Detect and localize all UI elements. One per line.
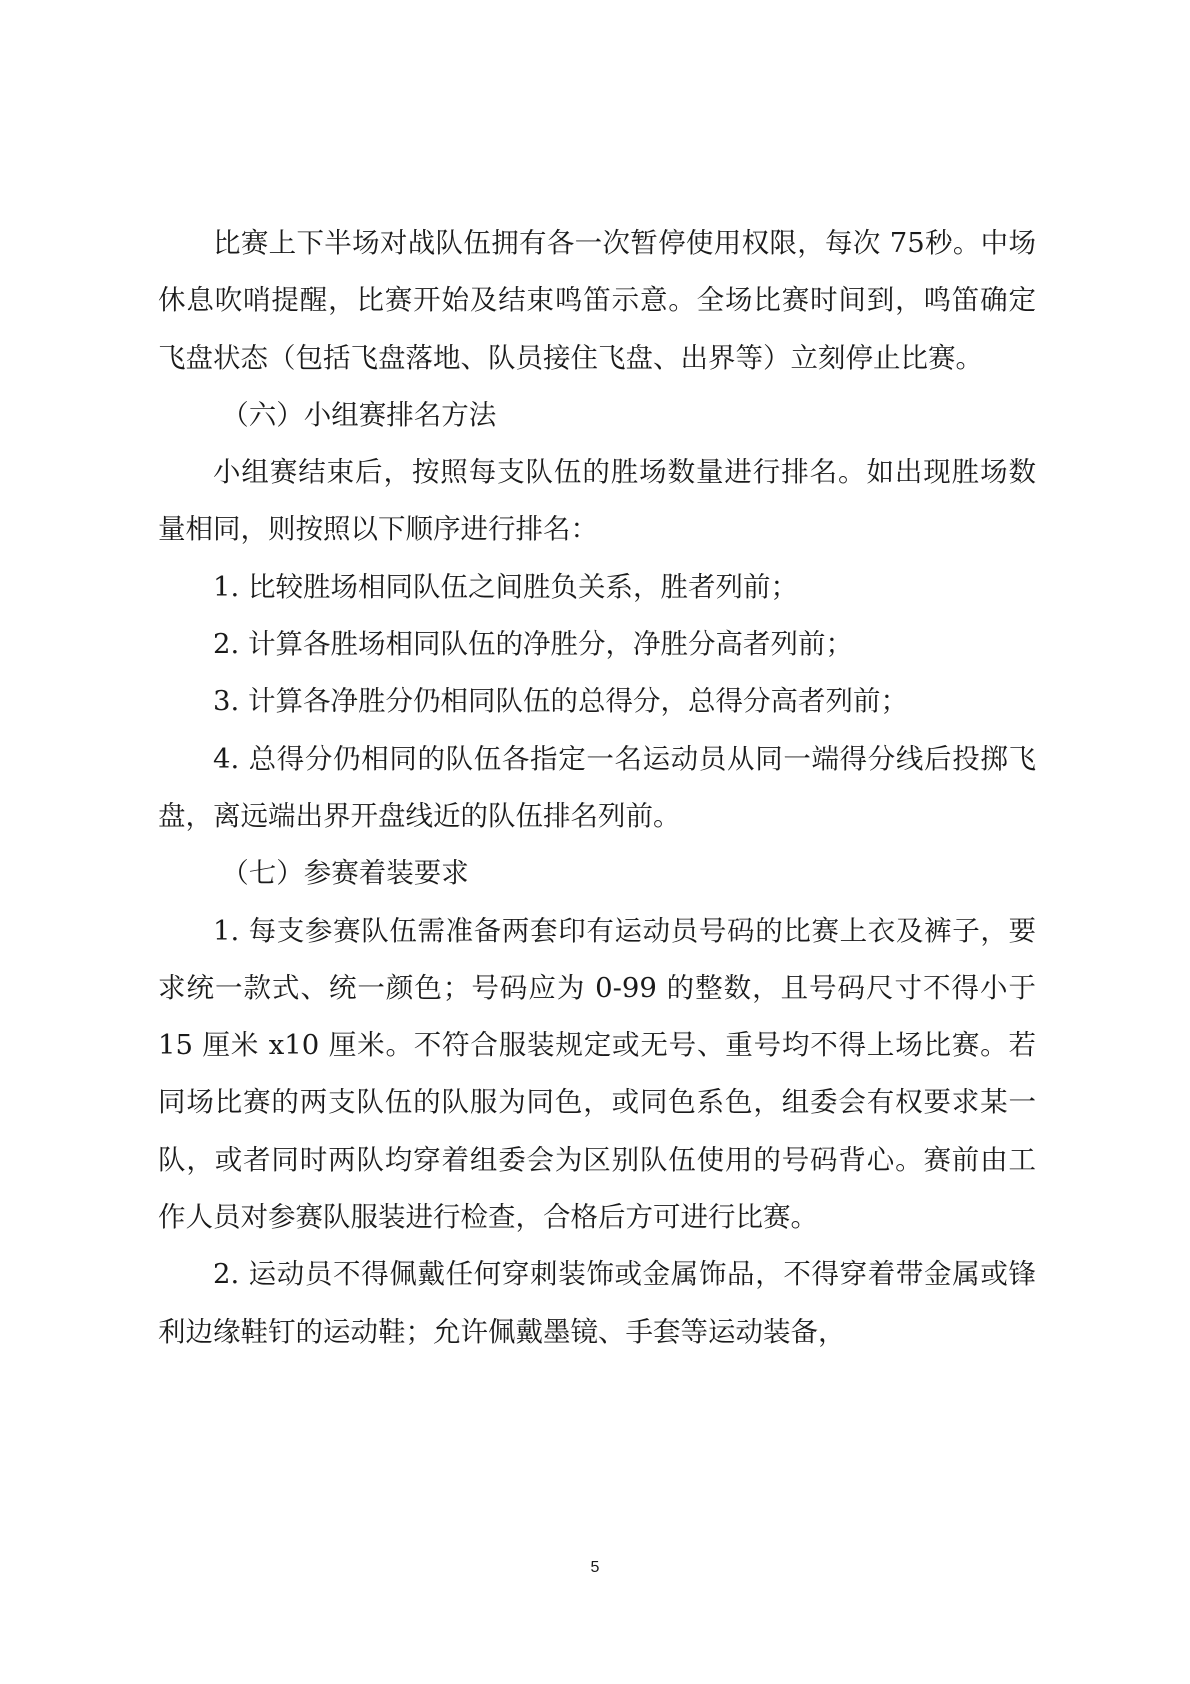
list-item-attire-2: 2. 运动员不得佩戴任何穿刺装饰或金属饰品，不得穿着带金属或锋利边缘鞋钉的运动鞋；允许佩戴墨镜、手套等运动装备， <box>158 1258 1036 1348</box>
paragraph-timeout-rules: 比赛上下半场对战队伍拥有各一次暂停使用权限，每次 75秒。中场休息吹哨提醒，比赛开始及结束鸣笛示意。全场比赛时间到，鸣笛确定飞盘状态（包括飞盘落地、队员接住飞盘、出界等）立刻停止比赛。 <box>158 227 1036 374</box>
section-heading-group-ranking: （六）小组赛排名方法 <box>221 398 497 431</box>
list-item-ranking-3: 3. 计算各净胜分仍相同队伍的总得分，总得分高者列前； <box>213 685 908 718</box>
list-item-ranking-1: 1. 比较胜场相同队伍之间胜负关系，胜者列前； <box>213 570 798 603</box>
list-item-ranking-4: 4. 总得分仍相同的队伍各指定一名运动员从同一端得分线后投掷飞盘，离远端出界开盘线近的队伍排名列前。 <box>158 742 1036 832</box>
page-number: 5 <box>590 1559 600 1576</box>
list-item-ranking-2: 2. 计算各胜场相同队伍的净胜分，净胜分高者列前； <box>213 628 853 661</box>
section-heading-attire: （七）参赛着装要求 <box>221 857 469 890</box>
document-body <box>158 215 1036 1361</box>
paragraph-ranking-intro: 小组赛结束后，按照每支队伍的胜场数量进行排名。如出现胜场数量相同，则按照以下顺序进行排名： <box>158 456 1036 546</box>
list-item-attire-1: 1. 每支参赛队伍需准备两套印有运动员号码的比赛上衣及裤子，要求统一款式、统一颜色；号码应为 0-99 的整数，且号码尺寸不得小于 15 厘米 x10 厘米。不符合服装规定或无号、重号均不得上场比赛。若同场比赛的两支队伍的队服为同色，或同色系色，组委会有权要求某一队，或者同时两队均穿着组委会为区别队伍使用的号码背心。赛前由工作人员对参赛队服装进行检查，合格后方可进行比赛。 <box>158 914 1036 1234</box>
